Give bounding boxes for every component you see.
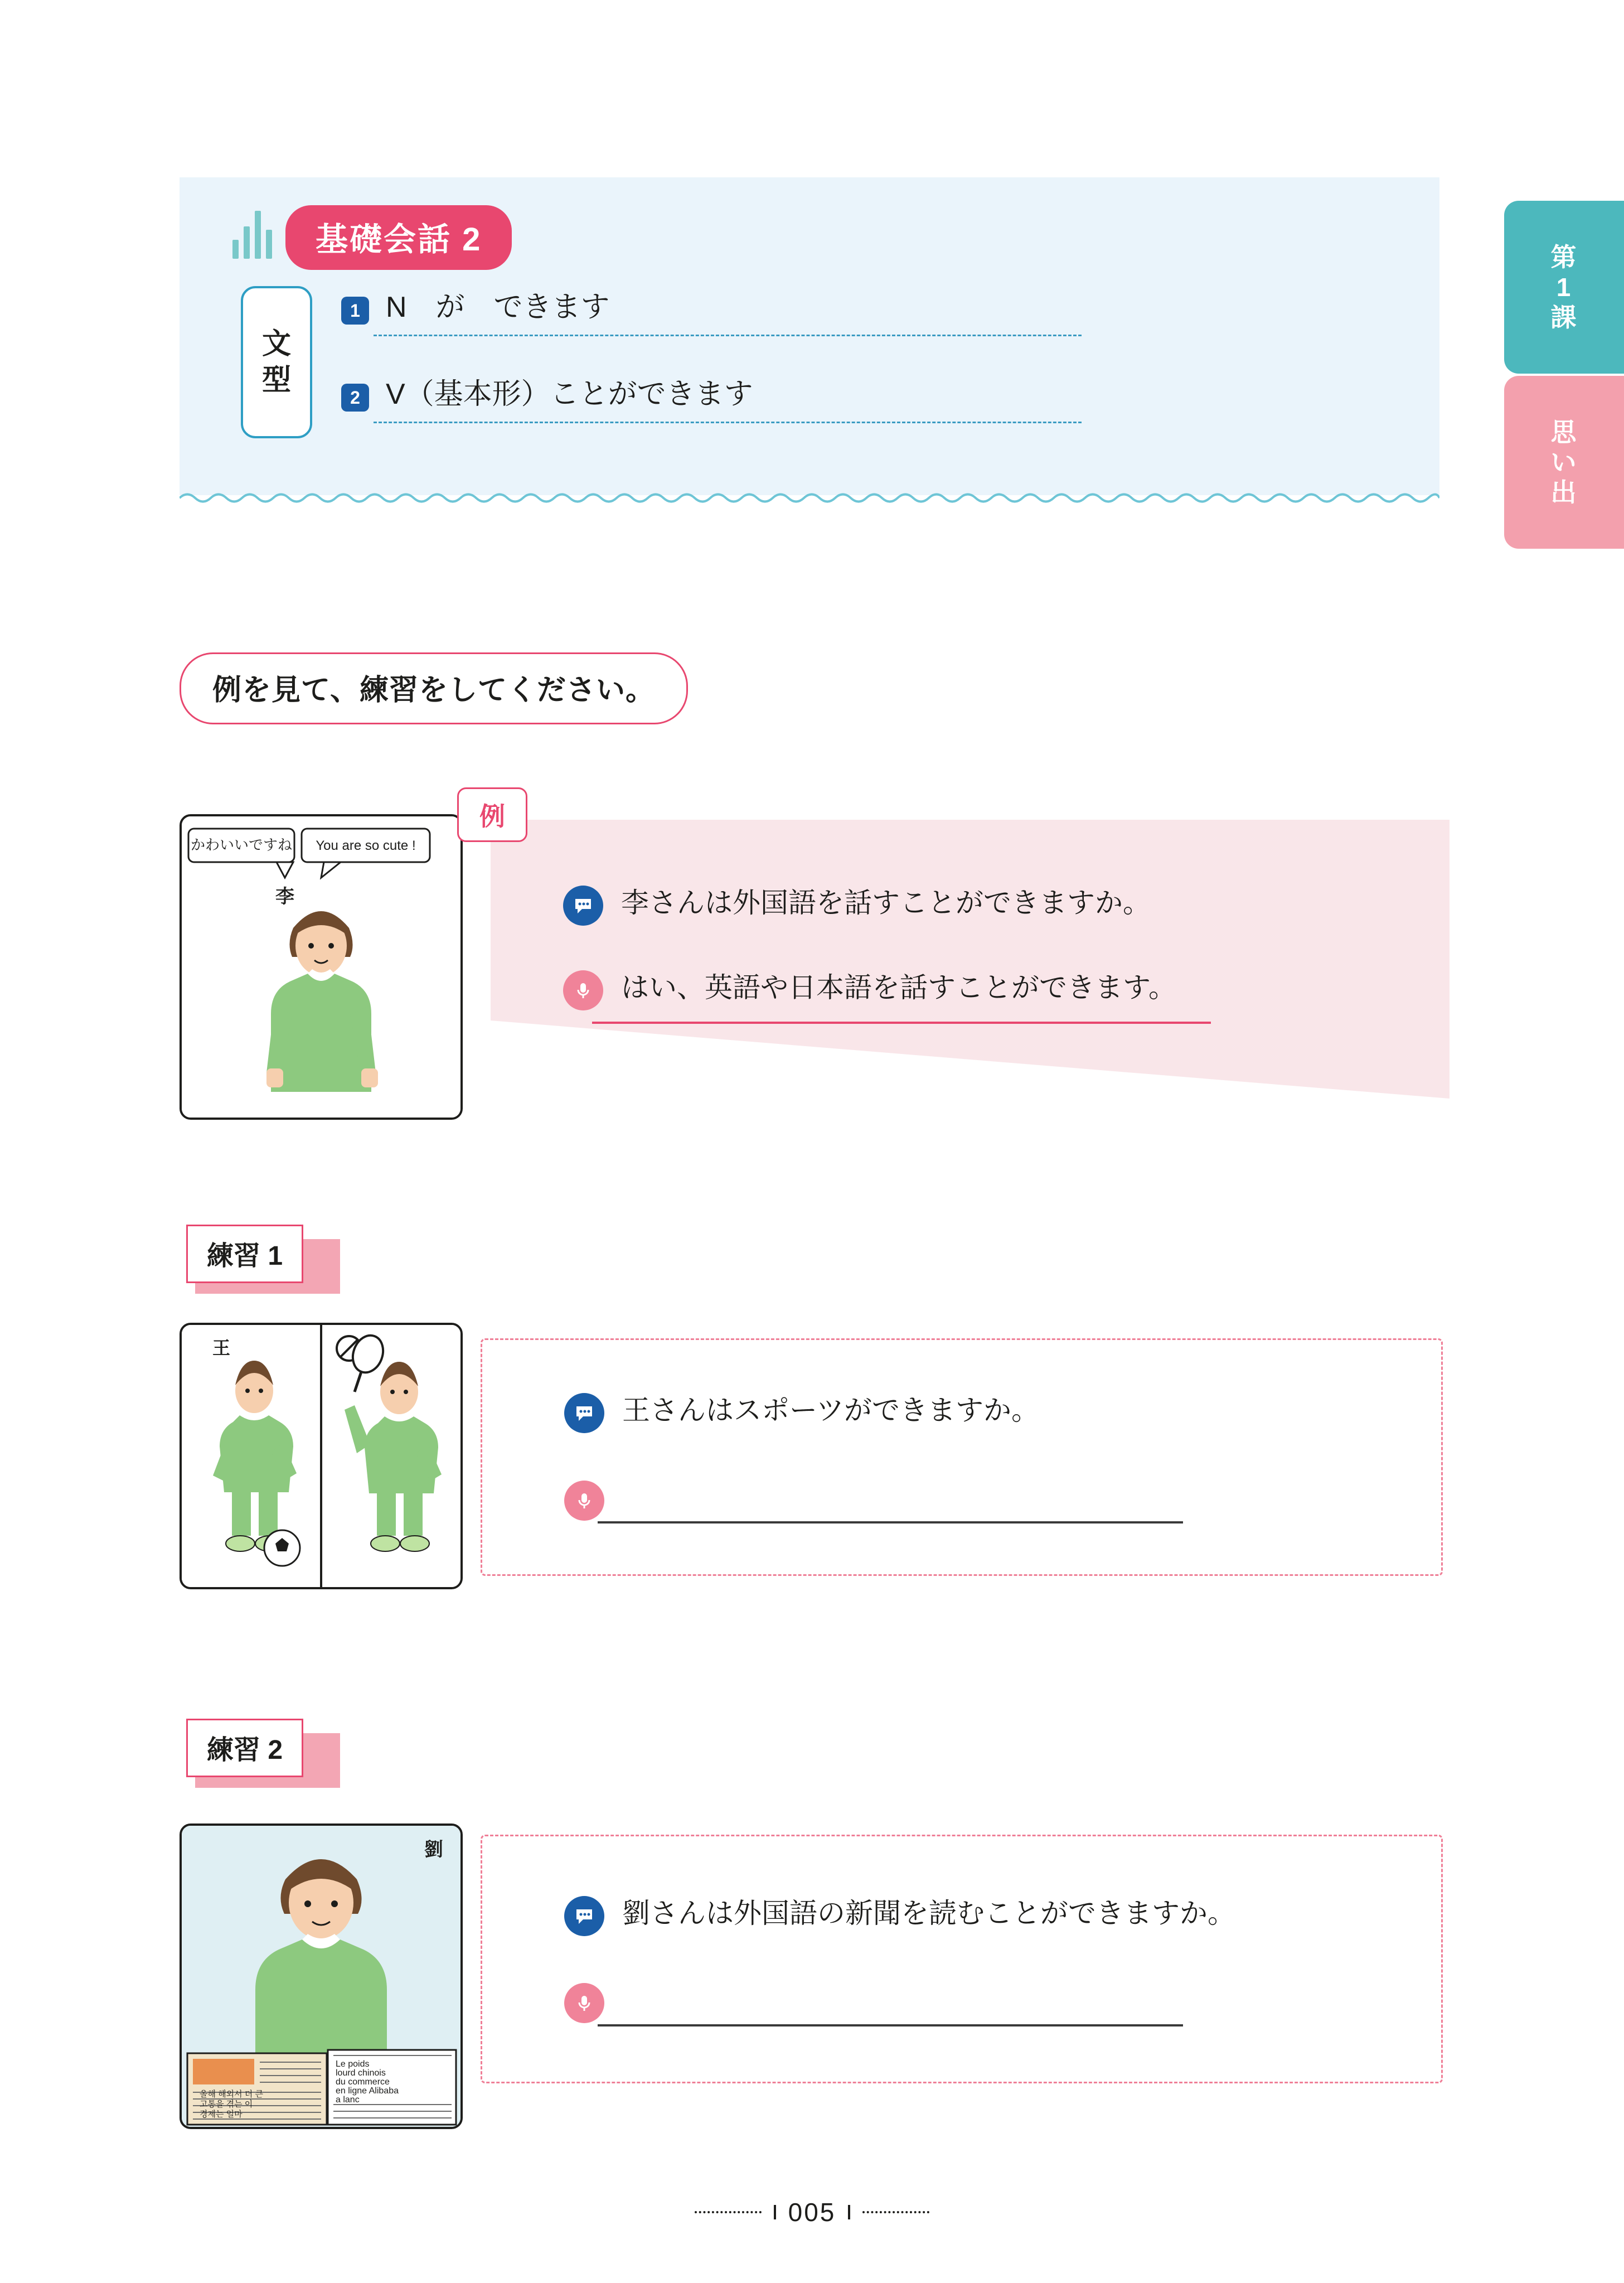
example-illustration-svg [182, 816, 460, 1118]
practice-2-answer-line[interactable] [598, 2024, 1183, 2026]
memory-tab-line-2: い [1550, 447, 1578, 477]
practice-1-tag: 練習 1 [186, 1225, 303, 1283]
wave-divider [180, 491, 1439, 505]
example-answer-underline [592, 1022, 1211, 1024]
practice-2-answer [564, 1983, 622, 2023]
pattern-item-1 [341, 291, 1317, 325]
footer-dots-left [695, 2211, 762, 2213]
memory-tab-line-1: 思 [1550, 417, 1578, 447]
practice-1-answer [564, 1481, 622, 1521]
pattern-badge-char-1: 文 [261, 327, 291, 360]
microphone-icon [564, 1481, 604, 1521]
instruction-bubble: 例を見て、練習をしてください。 [180, 652, 688, 724]
svg-text:a lanc: a lanc [336, 2095, 360, 2105]
footer-dots-right [862, 2211, 929, 2213]
lesson-tab-line-3: 課 [1550, 303, 1578, 332]
pattern-text-1: N が できます [386, 291, 610, 323]
practice-2-question-text: 劉さんは外国語の新聞を読むことができますか。 [622, 1898, 1235, 1929]
sidebar-item-lesson[interactable] [1504, 201, 1624, 374]
svg-text:고통을 겪는 이: 고통을 겪는 이 [200, 2100, 253, 2109]
svg-text:du commerce: du commerce [336, 2077, 390, 2087]
practice-1-answer-box[interactable] [481, 1338, 1443, 1576]
practice-2-tag: 練習 2 [186, 1719, 303, 1777]
speech-bubble-icon [564, 1393, 604, 1433]
pattern-item-2 [341, 378, 1317, 412]
pattern-number-1: 1 [341, 297, 369, 325]
practice-2-illustration-svg [182, 1826, 460, 2127]
practice-2-question [564, 1896, 1235, 1936]
svg-text:lourd chinois: lourd chinois [336, 2068, 386, 2078]
practice-1-answer-line[interactable] [598, 1521, 1183, 1523]
svg-text:王: 王 [212, 1338, 231, 1358]
practice-2-illustration [180, 1824, 463, 2129]
svg-text:劉: 劉 [424, 1839, 443, 1860]
speech-bubble-icon [564, 1896, 604, 1936]
practice-1-question-text: 王さんはスポーツができますか。 [622, 1395, 1039, 1426]
practice-1-question [564, 1393, 1039, 1433]
example-answer [563, 970, 1176, 1010]
lesson-tab-line-1: 第 [1550, 242, 1578, 272]
svg-text:올해 해외서 더 큰: 올해 해외서 더 큰 [200, 2089, 263, 2099]
example-question-text: 李さんは外国語を話すことができますか。 [621, 887, 1151, 918]
practice-1-illustration [180, 1323, 463, 1589]
example-question [563, 886, 1151, 926]
footer-cap-right [848, 2205, 850, 2219]
speech-bubble-icon [563, 886, 603, 926]
lesson-tab-line-2: 1 [1556, 272, 1572, 302]
memory-tab-line-3: 出 [1550, 478, 1578, 507]
practice-2-answer-box[interactable] [481, 1835, 1443, 2083]
pattern-panel [180, 177, 1439, 495]
pattern-number-2: 2 [341, 384, 369, 412]
sidebar-item-memory[interactable] [1504, 376, 1624, 549]
pattern-badge-char-2: 型 [261, 364, 291, 396]
page-title: 基礎会話 2 [285, 205, 512, 270]
pattern-rule-2 [374, 422, 1082, 423]
pattern-badge [241, 286, 312, 438]
sound-wave-icon [232, 211, 272, 259]
svg-text:かわいいですね: かわいいですね [190, 836, 293, 853]
practice-1-illustration-svg [182, 1325, 460, 1587]
page-number: 005 [788, 2198, 836, 2227]
pattern-text-2: V（基本形）ことができます [386, 378, 753, 410]
example-answer-text: はい、英語や日本語を話すことができます。 [621, 972, 1176, 1003]
example-illustration [180, 814, 463, 1120]
example-highlight [491, 820, 1450, 1099]
svg-text:경제는 얼마: 경제는 얼마 [200, 2110, 243, 2119]
page-footer [0, 2197, 1624, 2227]
svg-text:en ligne Alibaba: en ligne Alibaba [336, 2086, 399, 2096]
footer-cap-left [774, 2205, 776, 2219]
pattern-rule-1 [374, 335, 1082, 336]
svg-text:李: 李 [275, 886, 294, 907]
svg-text:You are so cute !: You are so cute ! [316, 838, 416, 853]
side-tabs [1504, 201, 1624, 549]
example-tag: 例 [457, 787, 527, 842]
microphone-icon [563, 970, 603, 1010]
svg-text:Le poids: Le poids [336, 2059, 370, 2069]
microphone-icon [564, 1983, 604, 2023]
